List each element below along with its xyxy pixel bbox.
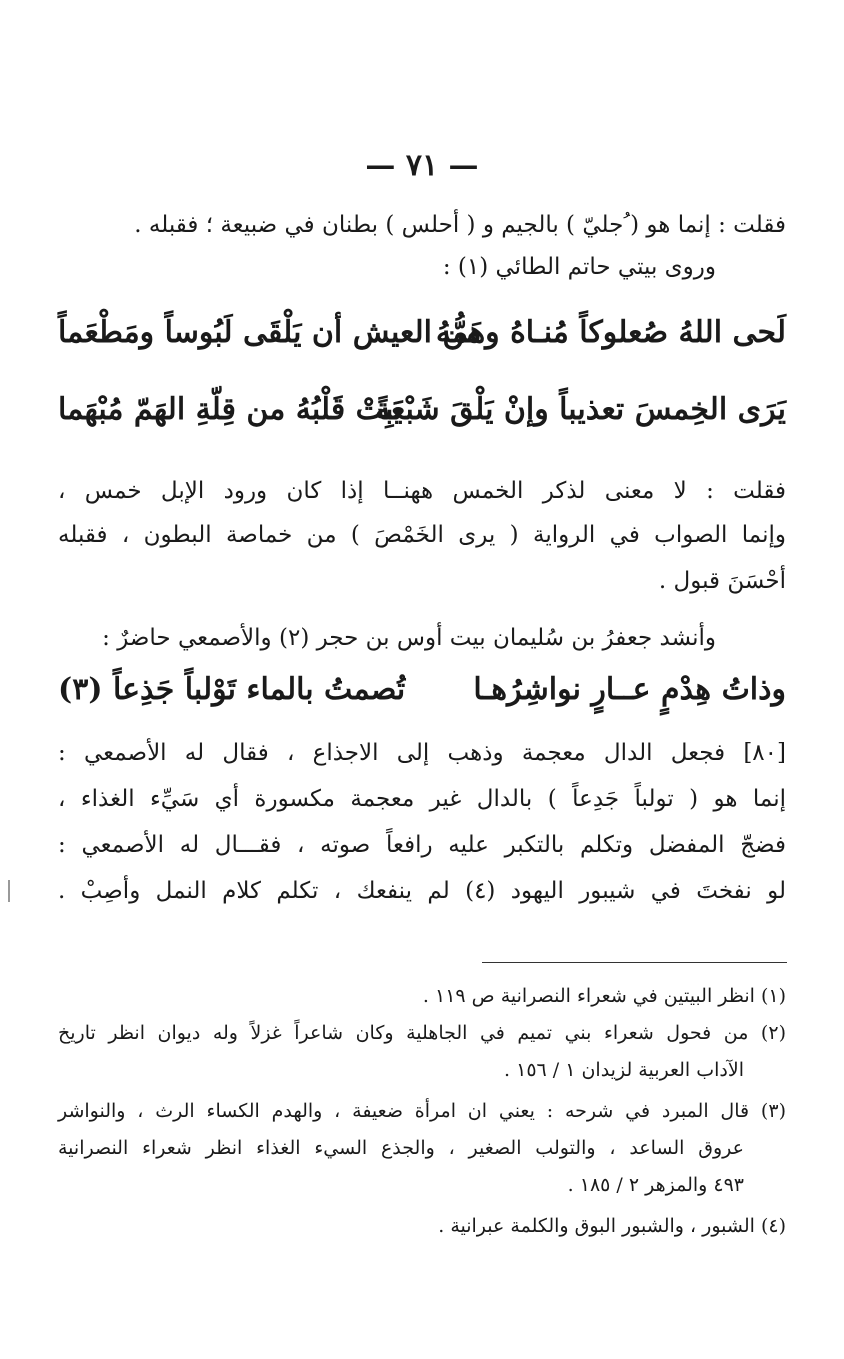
paragraph-line: فقلت : إنما هو ( ُجليّ ) بالجيم و ( أحلس ) بطنان في ضبيعة ؛ فقبله . [134,212,786,238]
verse-hemistich: يَرَى الخِمسَ تعذيباً وإنْ يَلْقَ شَبْعَةً [374,392,786,427]
verse-hemistich: وذاتُ هِدْمٍ عــارٍ نواشِرُهـا [473,672,786,707]
footnote: (٢) من فحول شعراء بني تميم في الجاهلية وكان شاعراً غزلاً وله ديوان انظر تاريخ [58,1022,786,1044]
footnote-continuation: الآداب العربية لزيدان ١ / ١٥٦ . [504,1059,744,1081]
footnote: (٣) قال المبرد في شرحه : يعني ان امرأة ضعيفة ، والهدم الكساء الرث ، والنواشر [58,1100,786,1122]
verse-hemistich: من العيش أن يَلْقَى لَبُوساً ومَطْعَماً [58,315,482,350]
verse-hemistich: يَبِتْ قَلْبُهُ من قِلّةِ الهَمّ مُبْهَما [58,392,403,427]
footnote-continuation: عروق الساعد ، والتولب الصغير ، والجذع السيء الغذاء انظر شعراء النصرانية [58,1137,744,1159]
footnote-continuation: ٤٩٣ والمزهر ٢ / ١٨٥ . [567,1174,744,1196]
paragraph-line: وإنما الصواب في الرواية ( يرى الخَمْصَ ) من خماصة البطون ، فقبله [58,522,786,548]
paragraph-line: أحْسَنَ قبول . [658,568,786,594]
footnote: (١) انظر البيتين في شعراء النصرانية ص ١١٩ . [422,985,786,1007]
verse-line [58,315,786,365]
verse-line [58,392,786,442]
footnote-divider [482,962,787,963]
paragraph-line: وأنشد جعفرُ بن سُليمان بيت أوس بن حجر (٢) والأصمعي حاضرٌ : [102,625,716,651]
paragraph-line: [٨٠] فجعل الدال معجمة وذهب إلى الاجذاع ، فقال له الأصمعي : [58,740,786,766]
paragraph-line: لو نفختَ في شيبور اليهود (٤) لم ينفعك ، تكلم كلام النمل وأصِبْ . [58,878,786,904]
paragraph-line: وروى بيتي حاتم الطائي (١) : [442,254,716,280]
paragraph-line: إنما هو ( تولباً جَدِعاً ) بالدال غير معجمة مكسورة أي سَيِّء الغذاء ، [58,786,786,812]
page-number: — ٧١ — [365,148,479,183]
verse-hemistich: تُصمتُ بالماء تَوْلباً جَذِعاً (٣) [58,672,406,707]
verse-hemistich: لَحى اللهُ صُعلوكاً مُنـاهُ وهَمُّهُ [435,315,786,350]
footnote: (٤) الشبور ، والشبور البوق والكلمة عبرانية . [438,1215,786,1237]
margin-mark [8,880,10,902]
paragraph-line: فضجّ المفضل وتكلم بالتكبر عليه رافعاً صوته ، فقـــال له الأصمعي : [58,832,786,858]
paragraph-line: فقلت : لا معنى لذكر الخمس ههنــا إذا كان ورود الإبل خمس ، [58,478,786,504]
verse-line [58,672,786,722]
